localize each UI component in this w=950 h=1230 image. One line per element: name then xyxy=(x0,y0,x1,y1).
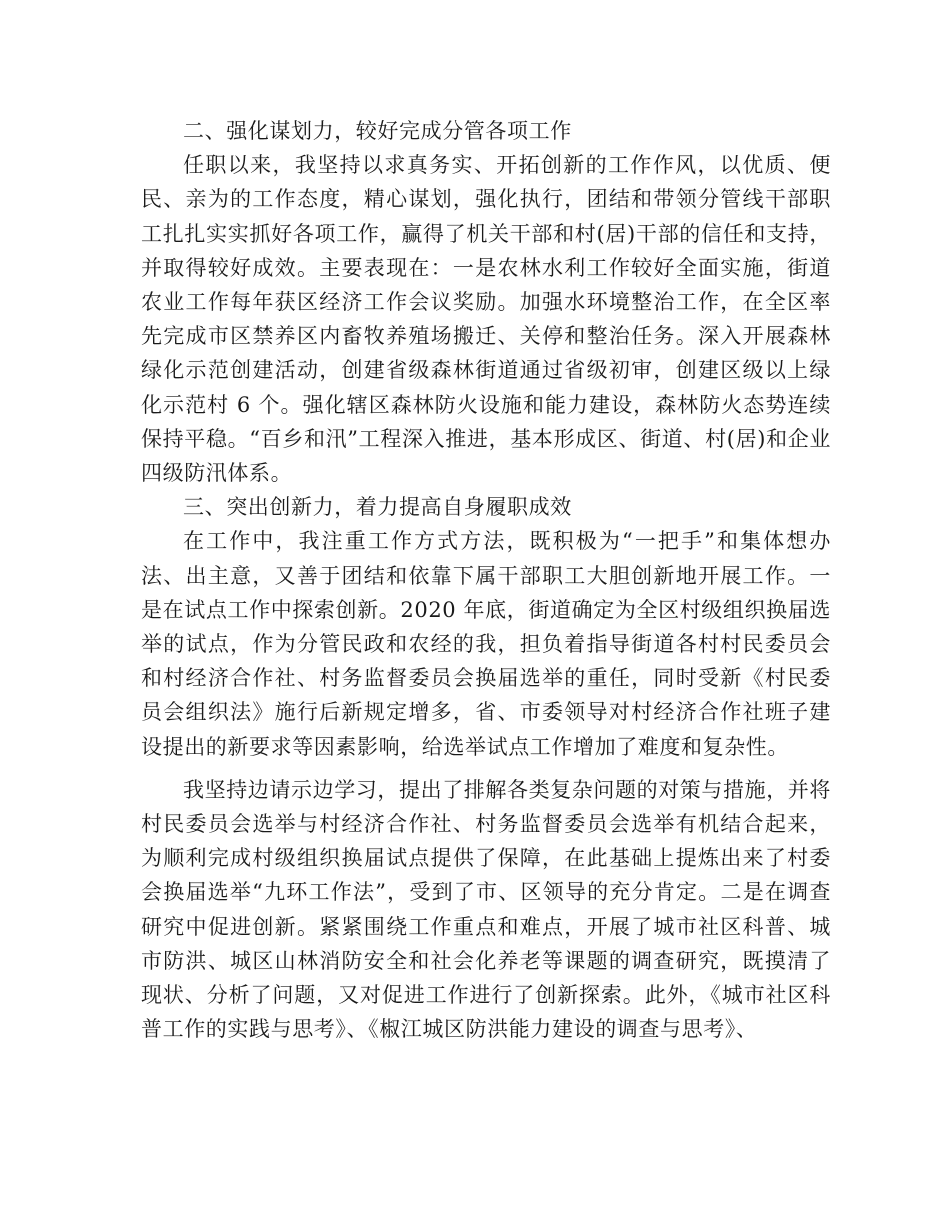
section-heading: 二、强化谋划力，较好完成分管各项工作 xyxy=(183,119,572,143)
document-body xyxy=(141,114,831,1046)
body-paragraph: 任职以来，我坚持以求真务实、开拓创新的工作作风，以优质、便民、亲为的工作态度，精心谋划，强化执行，团结和带领分管线干部职工扎扎实实抓好各项工作，赢得了机关干部和村(居)干部的信任和支持，并取得较好成效。主要表现在：一是农林水利工作较好全面实施，街道农业工作每年获区经济工作会议奖励。加强水环境整治工作，在全区率先完成市区禁养区内畜牧养殖场搬迁、关停和整治任务。深入开展森林绿化示范创建活动，创建省级森林街道通过省级初审，创建区级以上绿化示范村 6 个。强化辖区森林防火设施和能力建设，森林防火态势连续保持平稳。“百乡和汛”工程深入推进，基本形成区、街道、村(居)和企业四级防汛体系。 xyxy=(141,153,831,486)
section-heading: 三、突出创新力，着力提高自身履职成效 xyxy=(183,495,572,520)
body-paragraph: 在工作中，我注重工作方式方法，既积极为“一把手”和集体想办法、出主意，又善于团结和依靠下属干部职工大胆创新地开展工作。一是在试点工作中探索创新。2020 年底，街道确定为全区村级组织换届选举的试点，作为分管民政和农经的我，担负着指导街道各村村民委员会和村经济合作社、村务监督委员会换届选举的重任，同时受新《村民委员会组织法》施行后新规定增多，省、市委领导对村经济合作社班子建设提出的新要求等因素影响，给选举试点工作增加了难度和复杂性。 xyxy=(141,529,831,759)
body-paragraph: 我坚持边请示边学习，提出了排解各类复杂问题的对策与措施，并将村民委员会选举与村经济合作社、村务监督委员会选举有机结合起来，为顺利完成村级组织换届试点提供了保障，在此基础上提炼出来了村委会换届选举“九环工作法”，受到了市、区领导的充分肯定。二是在调查研究中促进创新。紧紧围绕工作重点和难点，开展了城市社区科普、城市防洪、城区山林消防安全和社会化养老等课题的调查研究，既摸清了现状、分析了问题，又对促进工作进行了创新探索。此外，《城市社区科普工作的实践与思考》、《椒江城区防洪能力建设的调查与思考》、 xyxy=(141,777,831,1042)
